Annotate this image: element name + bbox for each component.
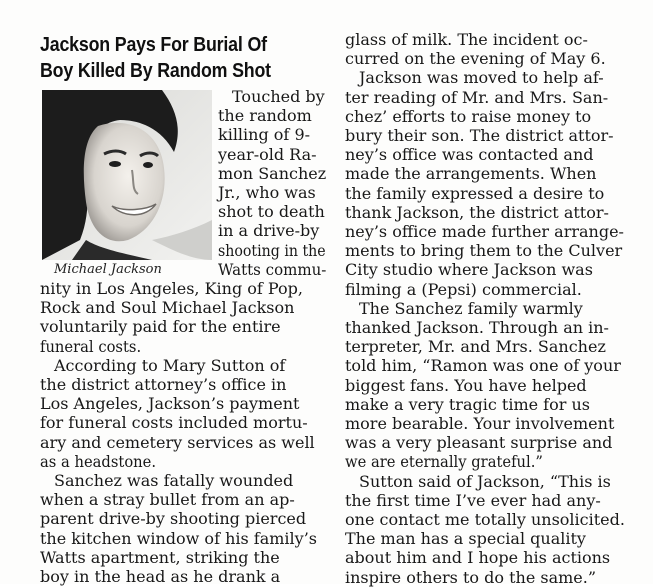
body-text-line: the random — [218, 106, 312, 126]
body-text-line: Sanchez was fatally wounded — [54, 471, 294, 490]
body-text-line: shot to death — [218, 202, 325, 222]
body-text-line: Watts commu- — [218, 259, 327, 279]
body-text-line: parent drive-by shooting pierced — [40, 509, 307, 529]
body-text-line: Los Angeles, Jackson’s payment — [40, 394, 300, 414]
body-text-line: the kitchen window of his family’s — [40, 528, 317, 548]
body-text-line: ments to bring them to the Culver — [345, 241, 623, 261]
body-text-line: The Sanchez family warmly — [359, 298, 583, 318]
body-text-line: in a drive-by — [218, 221, 320, 241]
body-text-line: Touched by — [232, 87, 325, 106]
body-text-line: about him and I hope his actions — [345, 548, 611, 568]
body-text-line: ary and cemetery services as well — [40, 432, 315, 452]
body-text-line: City studio where Jackson was — [345, 260, 593, 280]
body-text-line: told him, “Ramon was one of your — [345, 356, 621, 376]
body-text-line: thanked Jackson. Through an in- — [345, 318, 609, 337]
body-text-line: one contact me totally unsolicited. — [345, 510, 625, 529]
body-text-line: thank Jackson, the district attor- — [345, 202, 609, 222]
body-text-line: filming a (Pepsi) commercial. — [345, 279, 582, 299]
body-text-line: boy in the head as he drank a — [40, 567, 281, 586]
body-text-line: glass of milk. The incident oc- — [345, 30, 588, 49]
headline-line-2: Boy Killed By Random Shot — [40, 60, 271, 82]
body-text-line: as a headstone. — [40, 451, 157, 471]
body-text-line: we are eternally grateful.” — [345, 452, 543, 472]
body-text-line: biggest fans. You have helped — [345, 375, 587, 395]
body-text-line: According to Mary Sutton of — [54, 355, 286, 375]
body-text-line: ney’s office was contacted and — [345, 145, 594, 165]
body-text-line: mon Sanchez — [218, 163, 327, 183]
body-text-line: funeral costs. — [40, 336, 142, 356]
body-text-line: the first time I’ve ever had any- — [345, 490, 601, 510]
body-text-line: chez’ efforts to raise money to — [345, 106, 592, 126]
body-text-line: for funeral costs included mortu- — [40, 413, 308, 433]
headline-line-1: Jackson Pays For Burial Of — [40, 34, 267, 56]
body-text-line: more bearable. Your involvement — [345, 414, 615, 433]
body-text-line: terpreter, Mr. and Mrs. Sanchez — [345, 337, 606, 357]
body-text-line: Jr., who was — [218, 183, 316, 202]
body-text-line: killing of 9- — [218, 125, 311, 145]
body-text-line: curred on the evening of May 6. — [345, 49, 606, 69]
body-text-line: when a stray bullet from an ap- — [40, 490, 295, 510]
body-text-line: inspire others to do the same.” — [345, 567, 597, 587]
body-text-line: voluntarily paid for the entire — [40, 317, 281, 337]
body-text-line: ter reading of Mr. and Mrs. San- — [345, 87, 609, 107]
body-text-line: shooting in the — [218, 240, 326, 260]
body-text-line: the district attorney’s office in — [40, 375, 287, 394]
body-text-line: Watts apartment, striking the — [40, 547, 280, 567]
body-text-line: The man has a special quality — [345, 529, 586, 549]
body-text-line: make a very tragic time for us — [345, 394, 590, 414]
body-text-line: bury their son. The district attor- — [345, 126, 614, 145]
portrait-image — [42, 90, 212, 260]
body-text-line: the family expressed a desire to — [345, 183, 605, 203]
michael-jackson-photo — [42, 90, 212, 260]
body-text-line: nity in Los Angeles, King of Pop, — [40, 279, 303, 298]
body-text-line: was a very pleasant surprise and — [345, 433, 613, 453]
body-text-line: Sutton said of Jackson, “This is — [359, 471, 611, 491]
body-text-line: made the arrangements. When — [345, 164, 597, 184]
body-text-line: Jackson was moved to help af- — [359, 68, 604, 88]
body-text-line: Rock and Soul Michael Jackson — [40, 298, 295, 318]
photo-caption: Michael Jackson — [54, 262, 162, 277]
body-text-line: ney’s office made further arrange- — [345, 222, 624, 241]
body-text-line: year-old Ra- — [218, 144, 317, 164]
